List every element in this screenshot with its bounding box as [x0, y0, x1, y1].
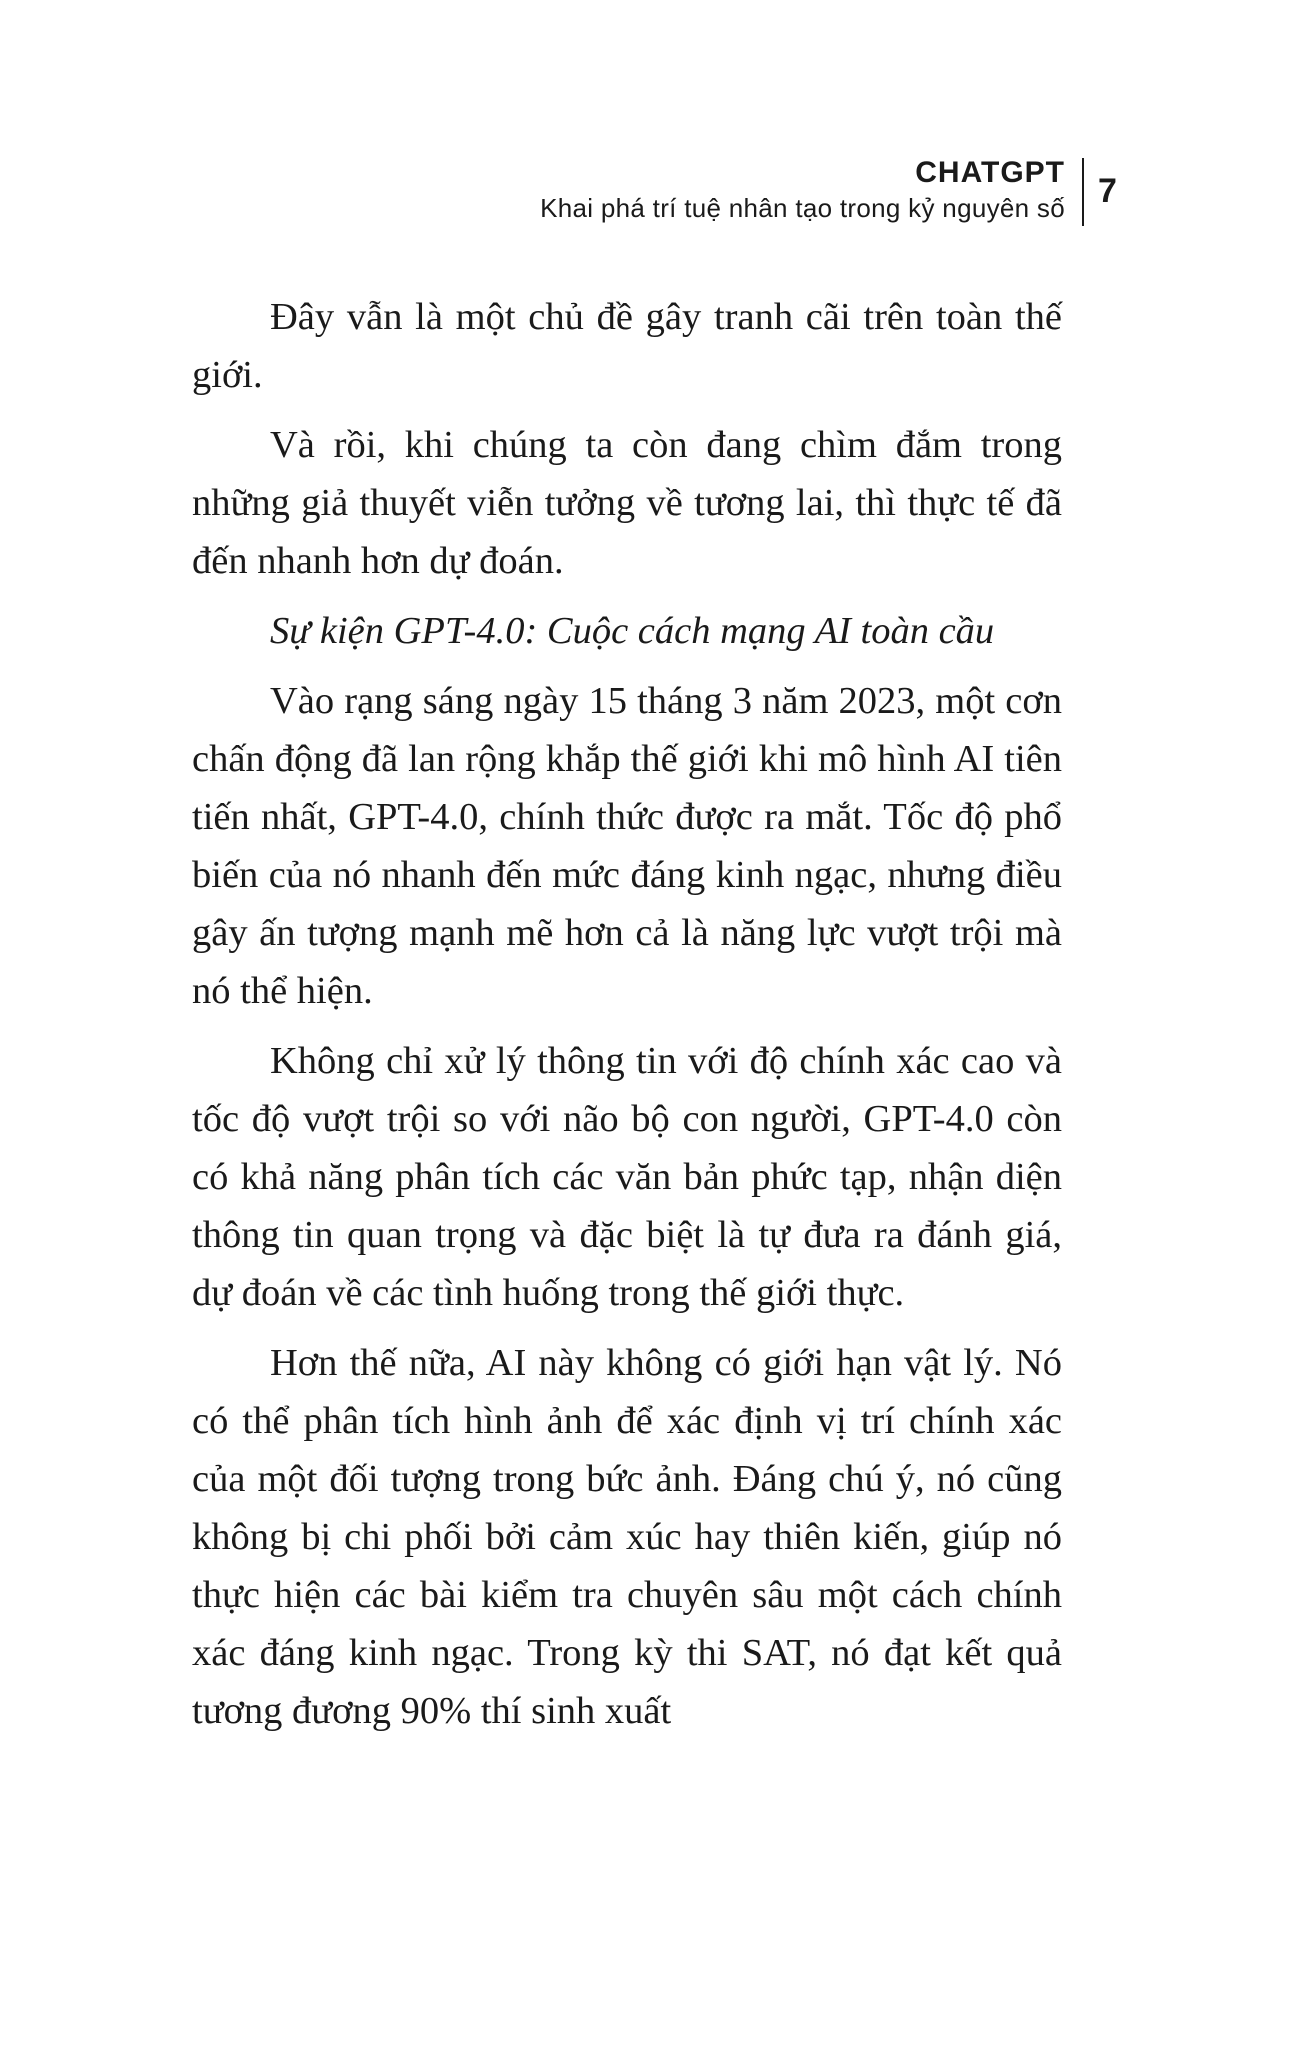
running-header — [540, 155, 1065, 225]
paragraph: Đây vẫn là một chủ đề gây tranh cãi trên toàn thế giới. — [192, 296, 1062, 396]
paragraph: Vào rạng sáng ngày 15 tháng 3 năm 2023, một cơn chấn động đã lan rộng khắp thế giới khi mô hình AI tiên tiến nhất, GPT-4.0, chính thức được ra mắt. Tốc độ phổ biến của nó nhanh đến mức đáng kinh ngạc, nhưng điều gây ấn tượng mạnh mẽ hơn cả là năng lực vượt trội mà nó thể hiện. — [192, 680, 1062, 1012]
paragraph: Hơn thế nữa, AI này không có giới hạn vật lý. Nó có thể phân tích hình ảnh để xác định vị trí chính xác của một đối tượng trong bức ảnh. Đáng chú ý, nó cũng không bị chi phối bởi cảm xúc hay thiên kiến, giúp nó thực hiện các bài kiểm tra chuyên sâu một cách chính xác đáng kinh ngạc. Trong kỳ thi SAT, nó đạt kết quả tương đương 90% thí sinh xuất — [192, 1342, 1062, 1732]
section-heading: Sự kiện GPT-4.0: Cuộc cách mạng AI toàn cầu — [270, 610, 995, 652]
book-subtitle: Khai phá trí tuệ nhân tạo trong kỷ nguyên số — [540, 193, 1065, 223]
paragraph: Không chỉ xử lý thông tin với độ chính xác cao và tốc độ vượt trội so với não bộ con người, GPT-4.0 còn có khả năng phân tích các văn bản phức tạp, nhận diện thông tin quan trọng và đặc biệt là tự đưa ra đánh giá, dự đoán về các tình huống trong thế giới thực. — [192, 1040, 1062, 1314]
body-text — [192, 288, 1062, 1752]
book-title: CHATGPT — [915, 156, 1065, 189]
header-divider — [1082, 158, 1084, 226]
page-number: 7 — [1098, 172, 1117, 210]
paragraph: Và rồi, khi chúng ta còn đang chìm đắm trong những giả thuyết viễn tưởng về tương lai, thì thực tế đã đến nhanh hơn dự đoán. — [192, 424, 1062, 582]
